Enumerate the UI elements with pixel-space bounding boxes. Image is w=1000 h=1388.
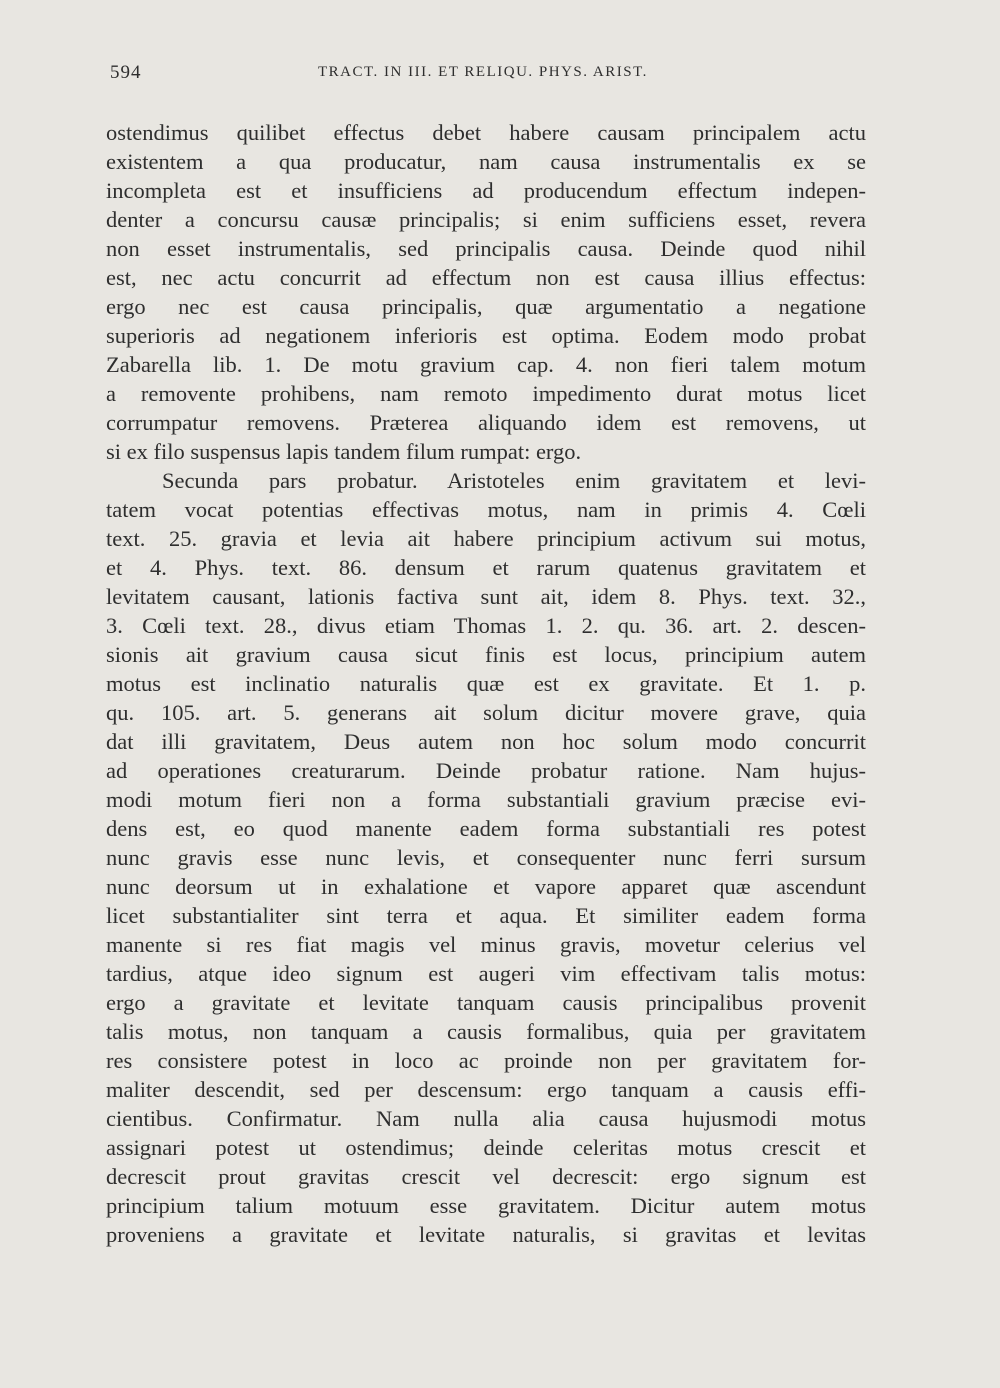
text-line: denter a concursu causæ principalis; si enim sufficiens esset, revera [106,207,866,232]
text-line: res consistere potest in loco ac proinde non per gravitatem for- [106,1048,866,1073]
text-line: text. 25. gravia et levia ait habere principium activum sui motus, [106,526,866,551]
text-line: qu. 105. art. 5. generans ait solum dicitur movere grave, quia [106,700,866,725]
text-line: assignari potest ut ostendimus; deinde celeritas motus crescit et [106,1135,866,1160]
text-line: incompleta est et insufficiens ad producendum effectum indepen- [106,178,866,203]
paragraph-last-line: si ex filo suspensus lapis tandem filum rumpat: ergo. [106,439,582,464]
text-line: tatem vocat potentias effectivas motus, nam in primis 4. Cœli [106,497,866,522]
text-line: proveniens a gravitate et levitate naturalis, si gravitas et levitas [106,1222,866,1247]
text-line: motus est inclinatio naturalis quæ est ex gravitate. Et 1. p. [106,671,866,696]
page-number: 594 [110,62,142,83]
text-line: ergo a gravitate et levitate tanquam causis principalibus provenit [106,990,866,1015]
text-line: manente si res fiat magis vel minus gravis, movetur celerius vel [106,932,866,957]
text-line: existentem a qua producatur, nam causa instrumentalis ex se [106,149,866,174]
text-line: levitatem causant, lationis factiva sunt ait, idem 8. Phys. text. 32., [106,584,866,609]
text-line: nunc deorsum ut in exhalatione et vapore apparet quæ ascendunt [106,874,866,899]
text-line: dens est, eo quod manente eadem forma substantiali res potest [106,816,866,841]
text-line: ad operationes creaturarum. Deinde probatur ratione. Nam hujus- [106,758,866,783]
text-line: est, nec actu concurrit ad effectum non est causa illius effectus: [106,265,866,290]
text-line: licet substantialiter sint terra et aqua. Et similiter eadem forma [106,903,866,928]
text-line: ergo nec est causa principalis, quæ argumentatio a negatione [106,294,866,319]
body-text [106,118,866,1249]
running-head [106,62,866,88]
text-line: corrumpatur removens. Præterea aliquando idem est removens, ut [106,410,866,435]
text-line: non esset instrumentalis, sed principalis causa. Deinde quod nihil [106,236,866,261]
text-line: talis motus, non tanquam a causis formalibus, quia per gravitatem [106,1019,866,1044]
text-line: ostendimus quilibet effectus debet habere causam principalem actu [106,120,866,145]
text-line: maliter descendit, sed per descensum: ergo tanquam a causis effi- [106,1077,866,1102]
text-line: principium talium motuum esse gravitatem. Dicitur autem motus [106,1193,866,1218]
paragraph-first-line: Secunda pars probatur. Aristoteles enim gravitatem et levi- [162,468,866,493]
text-line: superioris ad negationem inferioris est optima. Eodem modo probat [106,323,866,348]
running-title: TRACT. IN III. ET RELIQU. PHYS. ARIST. [318,64,648,80]
text-line: 3. Cœli text. 28., divus etiam Thomas 1. 2. qu. 36. art. 2. descen- [106,613,866,638]
text-line: cientibus. Confirmatur. Nam nulla alia causa hujusmodi motus [106,1106,866,1131]
text-line: et 4. Phys. text. 86. densum et rarum quatenus gravitatem et [106,555,866,580]
text-line: tardius, atque ideo signum est augeri vim effectivam talis motus: [106,961,866,986]
text-line: decrescit prout gravitas crescit vel decrescit: ergo signum est [106,1164,866,1189]
text-line: Zabarella lib. 1. De motu gravium cap. 4. non fieri talem motum [106,352,866,377]
text-line: sionis ait gravium causa sicut finis est locus, principium autem [106,642,866,667]
text-line: nunc gravis esse nunc levis, et consequenter nunc ferri sursum [106,845,866,870]
text-line: a removente prohibens, nam remoto impedimento durat motus licet [106,381,866,406]
text-line: dat illi gravitatem, Deus autem non hoc solum modo concurrit [106,729,866,754]
text-line: modi motum fieri non a forma substantiali gravium præcise evi- [106,787,866,812]
